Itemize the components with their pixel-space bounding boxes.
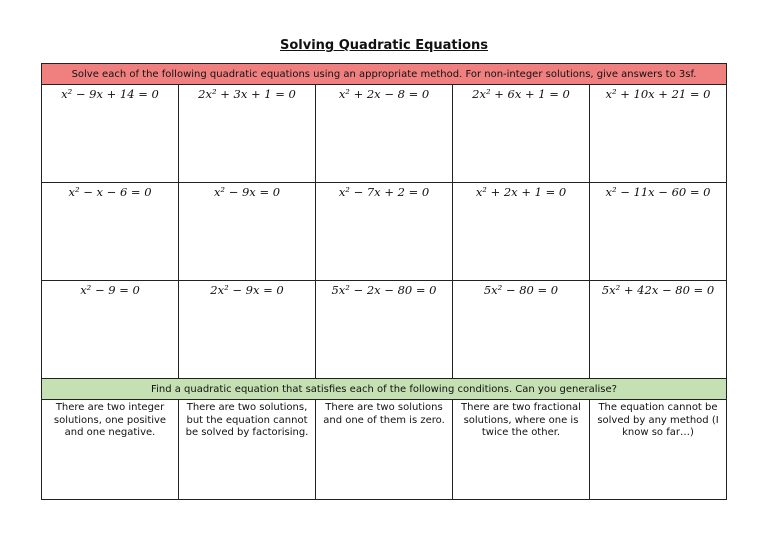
equation-text: 5x² + 42x − 80 = 0 xyxy=(601,283,715,297)
equation-text: x² + 2x + 1 = 0 xyxy=(475,185,567,199)
equation-text: x² − 9x + 14 = 0 xyxy=(61,87,159,101)
condition-text: There are two solutions, but the equation cannot be solved by factorising. xyxy=(185,402,309,438)
condition-text: There are two fractional solutions, where one is twice the other. xyxy=(461,402,581,438)
equation-cell[interactable] xyxy=(453,281,590,379)
equation-row-3 xyxy=(42,281,727,379)
equation-cell[interactable] xyxy=(453,85,590,183)
equation-text: 5x² − 80 = 0 xyxy=(483,283,559,297)
equation-text: x² − 7x + 2 = 0 xyxy=(338,185,430,199)
equation-cell[interactable] xyxy=(453,183,590,281)
condition-cell[interactable] xyxy=(316,400,453,500)
section2-instruction: Find a quadratic equation that satisfies each of the following conditions. Can you generalise? xyxy=(42,379,727,400)
equation-text: x² − 9 = 0 xyxy=(80,283,140,297)
condition-text: There are two integer solutions, one positive and one negative. xyxy=(53,402,167,438)
equation-text: x² + 2x − 8 = 0 xyxy=(338,87,430,101)
equation-cell[interactable] xyxy=(316,183,453,281)
section1-instruction: Solve each of the following quadratic equations using an appropriate method. For non-integer solutions, give answers to 3sf. xyxy=(42,64,727,85)
equation-cell[interactable] xyxy=(179,183,316,281)
page-title: Solving Quadratic Equations xyxy=(279,38,489,53)
condition-text: The equation cannot be solved by any method (I know so far…) xyxy=(597,402,719,438)
condition-cell[interactable] xyxy=(179,400,316,500)
equation-cell[interactable] xyxy=(42,183,179,281)
conditions-row xyxy=(42,400,727,500)
equation-text: x² − x − 6 = 0 xyxy=(68,185,152,199)
condition-cell[interactable] xyxy=(453,400,590,500)
equation-cell[interactable] xyxy=(179,85,316,183)
equation-text: x² + 10x + 21 = 0 xyxy=(605,87,711,101)
equation-cell[interactable] xyxy=(590,85,727,183)
section2-header-row xyxy=(42,379,727,400)
equation-text: x² − 9x = 0 xyxy=(213,185,281,199)
condition-cell[interactable] xyxy=(42,400,179,500)
equation-cell[interactable] xyxy=(590,281,727,379)
equation-text: 5x² − 2x − 80 = 0 xyxy=(331,283,437,297)
equation-cell[interactable] xyxy=(42,281,179,379)
equation-row-2 xyxy=(42,183,727,281)
equation-text: 2x² − 9x = 0 xyxy=(210,283,284,297)
equation-cell[interactable] xyxy=(42,85,179,183)
equation-text: 2x² + 6x + 1 = 0 xyxy=(472,87,570,101)
equation-row-1 xyxy=(42,85,727,183)
equation-cell[interactable] xyxy=(316,85,453,183)
equation-cell[interactable] xyxy=(590,183,727,281)
equation-text: x² − 11x − 60 = 0 xyxy=(605,185,711,199)
condition-text: There are two solutions and one of them is zero. xyxy=(323,402,445,426)
condition-cell[interactable] xyxy=(590,400,727,500)
equation-text: 2x² + 3x + 1 = 0 xyxy=(198,87,296,101)
section1-header-row xyxy=(42,64,727,85)
equation-cell[interactable] xyxy=(316,281,453,379)
equation-cell[interactable] xyxy=(179,281,316,379)
worksheet-table xyxy=(41,63,727,500)
